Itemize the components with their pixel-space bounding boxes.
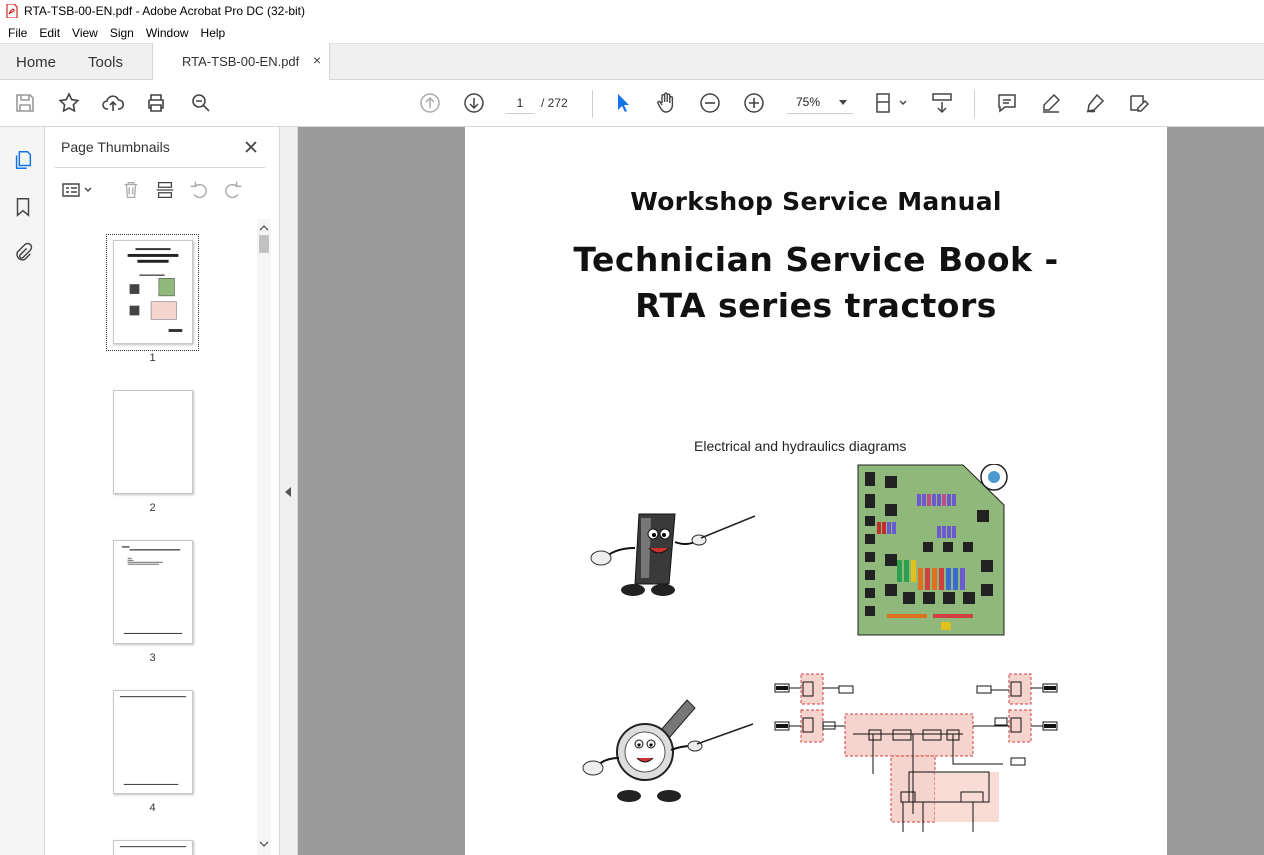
manual-heading: Workshop Service Manual — [630, 187, 1002, 216]
attachments-icon[interactable] — [10, 239, 36, 265]
highlight-pen-icon[interactable] — [1038, 90, 1064, 116]
hand-tool-icon[interactable] — [653, 90, 679, 116]
draw-pen-icon[interactable] — [1082, 90, 1108, 116]
bookmarks-icon[interactable] — [10, 194, 36, 220]
zoom-in-icon[interactable] — [741, 90, 767, 116]
toolbar-divider — [974, 90, 975, 118]
thumbnail-label-4: 4 — [149, 802, 156, 814]
bookmark-star-icon[interactable] — [56, 90, 82, 116]
previous-page-icon[interactable] — [417, 90, 443, 116]
rotate-right-icon[interactable] — [220, 177, 246, 203]
document-viewer[interactable] — [298, 127, 1264, 855]
title-line-2: RTA series tractors — [635, 286, 997, 325]
zoom-out-icon[interactable] — [697, 90, 723, 116]
next-page-icon[interactable] — [461, 90, 487, 116]
menu-bar — [0, 22, 1264, 43]
thumbnail-scrollbar[interactable] — [257, 219, 271, 855]
document-page — [465, 127, 1167, 855]
document-title — [465, 237, 1167, 329]
rotate-left-icon[interactable] — [186, 177, 212, 203]
cloud-upload-icon[interactable] — [100, 90, 126, 116]
fill-sign-icon[interactable] — [1126, 90, 1152, 116]
menu-file[interactable]: File — [8, 25, 28, 40]
tab-home[interactable]: Home — [16, 54, 57, 71]
page-thumbnail-3[interactable] — [113, 540, 193, 644]
scroll-mode-icon[interactable] — [929, 90, 955, 116]
title-bar — [0, 0, 1264, 22]
diagram-caption: Electrical and hydraulics diagrams — [694, 438, 907, 454]
menu-view[interactable]: View — [72, 25, 98, 40]
page-total: / 272 — [541, 96, 568, 110]
thumbnail-label-2: 2 — [149, 502, 156, 514]
menu-help[interactable]: Help — [200, 25, 226, 40]
comment-icon[interactable] — [994, 90, 1020, 116]
thumbnail-list — [45, 219, 260, 855]
extract-pages-icon[interactable] — [152, 177, 178, 203]
page-display-icon[interactable] — [874, 90, 910, 116]
chevron-down-icon — [839, 100, 847, 105]
print-icon[interactable] — [143, 90, 169, 116]
zoom-level-select[interactable] — [787, 92, 853, 114]
panel-title: Page Thumbnails — [61, 139, 170, 155]
fuse-board-diagram — [857, 464, 1012, 636]
tab-tools[interactable]: Tools — [88, 54, 124, 71]
toolbar-divider — [592, 90, 593, 118]
navigation-rail — [0, 127, 45, 855]
panel-collapse-handle[interactable] — [280, 127, 298, 855]
thumbnail-label-3: 3 — [149, 652, 156, 664]
scroll-down-icon[interactable] — [257, 839, 271, 849]
tab-close-icon[interactable]: × — [313, 52, 322, 68]
title-line-1: Technician Service Book - — [573, 240, 1059, 279]
thumbnail-label-1: 1 — [149, 352, 156, 364]
save-icon[interactable] — [12, 90, 38, 116]
panel-divider — [55, 167, 265, 168]
tab-document[interactable] — [152, 43, 330, 81]
tab-bar — [0, 43, 1264, 80]
zoom-level-value: 75% — [796, 95, 821, 109]
pdf-file-icon — [6, 4, 18, 18]
page-thumbnail-4[interactable] — [113, 690, 193, 794]
scroll-up-icon[interactable] — [257, 223, 271, 233]
menu-edit[interactable]: Edit — [39, 25, 61, 40]
page-thumbnail-5[interactable] — [113, 840, 193, 855]
select-cursor-icon[interactable] — [609, 90, 635, 116]
find-zoom-icon[interactable] — [188, 90, 214, 116]
thumbnails-panel — [45, 127, 280, 855]
hydraulic-circuit-diagram — [773, 672, 1063, 837]
scrollbar-thumb[interactable] — [259, 235, 269, 253]
page-number-input[interactable]: 1 — [505, 92, 535, 114]
page-thumbnail-1[interactable] — [113, 240, 193, 344]
gauge-mascot-illustration — [577, 692, 762, 808]
collapse-arrow-icon — [285, 487, 291, 497]
thumbnail-options-icon[interactable] — [59, 177, 95, 203]
menu-window[interactable]: Window — [145, 25, 189, 40]
menu-sign[interactable]: Sign — [109, 25, 134, 40]
tab-document-label: RTA-TSB-00-EN.pdf — [182, 54, 300, 69]
page-thumbnails-icon[interactable] — [10, 147, 36, 173]
relay-mascot-illustration — [583, 502, 763, 602]
page-thumbnail-2[interactable] — [113, 390, 193, 494]
close-icon[interactable] — [241, 137, 261, 157]
window-title: RTA-TSB-00-EN.pdf - Adobe Acrobat Pro DC (32-bit) — [24, 4, 305, 18]
delete-page-icon[interactable] — [118, 177, 144, 203]
